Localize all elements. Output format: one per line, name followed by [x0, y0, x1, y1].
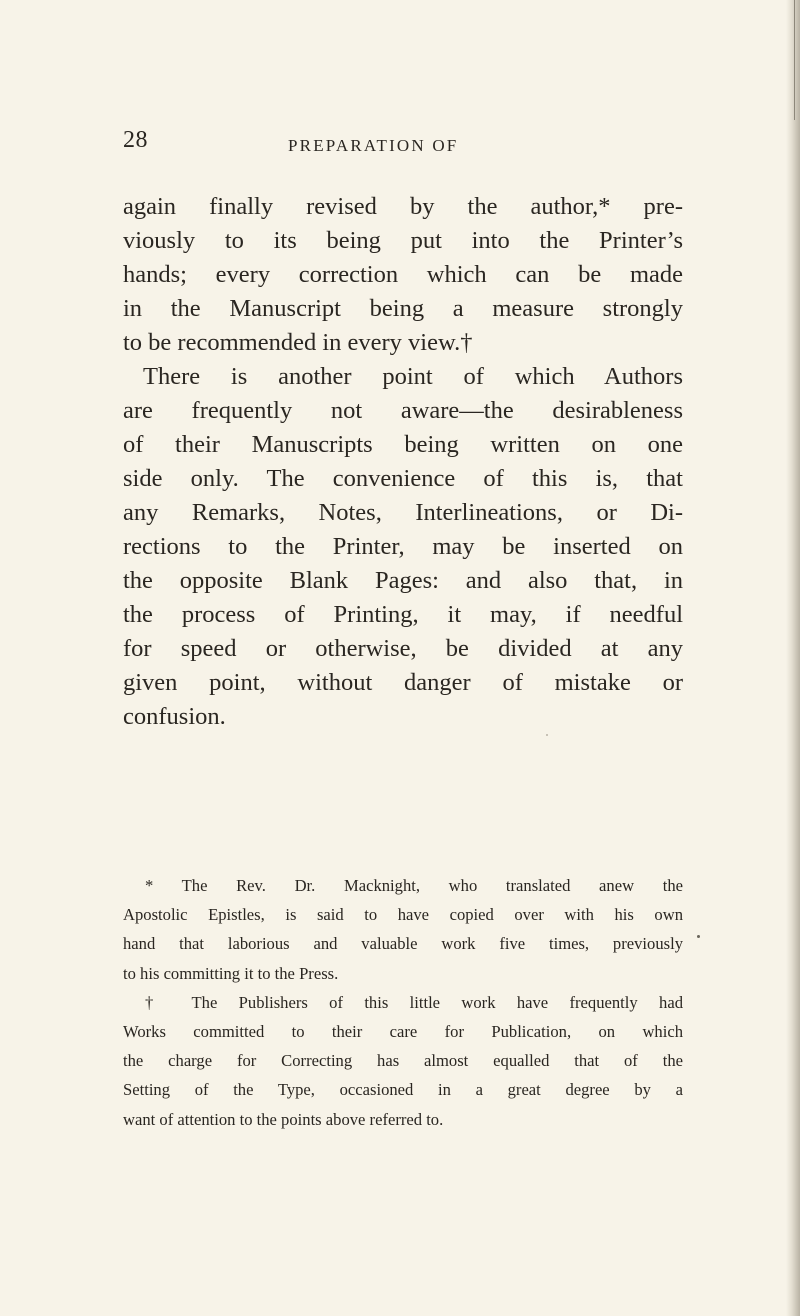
body-line: to be recommended in every view.† [123, 329, 473, 356]
body-line: given point, without danger of mistake or [123, 669, 683, 696]
body-text [123, 190, 683, 734]
footnote-line: the charge for Correcting has almost equalled that of the [123, 1051, 683, 1071]
footnote-line: Apostolic Epistles, is said to have copied over with his own [123, 905, 683, 925]
page-edge-line [794, 0, 795, 120]
page-header [0, 127, 800, 163]
ink-speck [697, 935, 700, 938]
body-line: rections to the Printer, may be inserted on [123, 533, 683, 560]
body-line: for speed or otherwise, be divided at any [123, 635, 683, 662]
footnotes [123, 871, 683, 1134]
body-line: any Remarks, Notes, Interlineations, or Di- [123, 499, 683, 526]
body-line: in the Manuscript being a measure strongly [123, 295, 683, 322]
footnote-line: Works committed to their care for Publication, on which [123, 1021, 683, 1041]
page-number: 28 [123, 127, 148, 153]
paper-speck [546, 734, 548, 736]
running-head: PREPARATION OF [288, 136, 459, 155]
footnote-line: † The Publishers of this little work have frequently had [145, 992, 683, 1012]
body-line: of their Manuscripts being written on one [123, 431, 683, 458]
body-line: the process of Printing, it may, if needful [123, 601, 683, 628]
body-line: There is another point of which Authors [143, 363, 683, 390]
body-line: the opposite Blank Pages: and also that, in [123, 567, 683, 594]
footnote-line: to his committing it to the Press. [123, 963, 339, 983]
body-line: again finally revised by the author,* pre- [123, 193, 683, 220]
body-line: hands; every correction which can be made [123, 261, 683, 288]
page-edge [786, 0, 800, 1316]
footnote-line: Setting of the Type, occasioned in a great degree by a [123, 1080, 683, 1100]
footnote-line: hand that laborious and valuable work five times, previously [123, 934, 683, 954]
body-line: confusion. [123, 703, 226, 730]
body-line: are frequently not aware—the desirableness [123, 397, 683, 424]
body-line: side only. The convenience of this is, that [123, 465, 683, 492]
footnote-line: * The Rev. Dr. Macknight, who translated anew the [145, 876, 683, 895]
footnote-line: want of attention to the points above referred to. [123, 1109, 444, 1129]
body-line: viously to its being put into the Printer’s [123, 227, 683, 254]
